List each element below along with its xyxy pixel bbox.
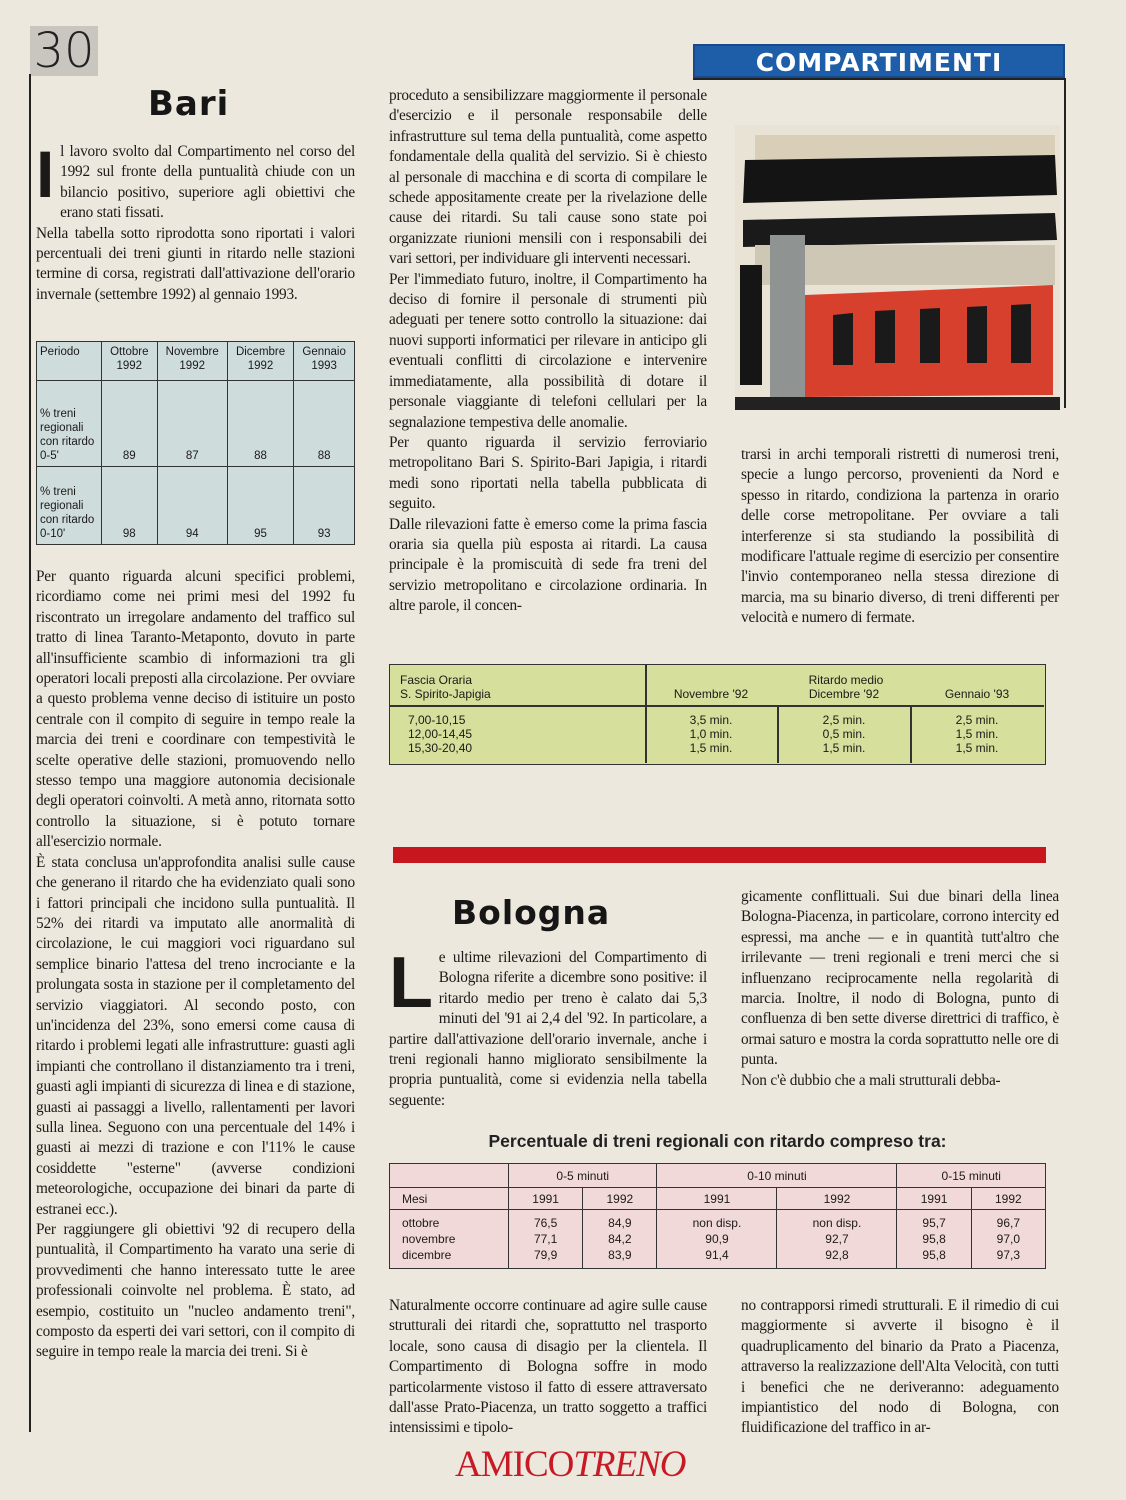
bologna-title: Bologna <box>452 893 611 932</box>
metro-value: 2,5 min. <box>955 713 999 727</box>
table-row <box>390 1247 1046 1269</box>
metro-value: 1,5 min. <box>689 741 733 755</box>
table-cell: 88 <box>294 381 355 467</box>
bari-col1-top <box>36 137 355 305</box>
table-cell: 92,8 <box>777 1247 897 1269</box>
bari-col3 <box>741 445 1059 629</box>
table-cell: 95,8 <box>897 1247 971 1269</box>
table-cell: 96,7 <box>971 1210 1045 1232</box>
bologna-col2-paragraph-1: gicamente conflittuali. Sui due binari della linea Bologna-Piacenza, in particolare, corrono intercity ed espressi, ma anche — e in quantità tutt'altro che irrilevante — treni regionali e treni merci che si influenzano reciprocamente nella regolarità di marcia. Inoltre, il nodo di Bologna, punto di confluenza di ben sette diverse direttrici di traffico, è ormai saturo e mostra la corda soprattutto nelle ore di punta. <box>741 888 1059 1069</box>
table-cell: 89 <box>102 381 158 467</box>
bologna-bottom-col1 <box>389 1296 707 1439</box>
bari-col2-paragraph-1: proceduto a sensibilizzare maggiormente il personale d'esercizio e il personale responsabile delle infrastrutture sul tema della puntualità, come aspetto fondamentale della qualità del servizio. Si è chiesto al personale di macchina e di scorta di compilare le schede appositamente create per la rivelazione delle cause dei ritardi. Su tali cause sono state poi organizzate riunioni mensili con i responsabili dei vari settori, per individuare gli interventi necessari. <box>389 87 707 268</box>
table-row <box>37 467 355 545</box>
table-cell: non disp. <box>777 1210 897 1232</box>
bari-intro-text: l lavoro svolto dal Compartimento nel corso del 1992 sul fronte della puntualità chiude con un bilancio positivo, superiore agli obiettivi che erano stati fissati. <box>60 143 355 222</box>
bari-title: Bari <box>148 84 230 124</box>
banner-underline <box>693 78 1065 80</box>
metro-value: 1,0 min. <box>689 727 733 741</box>
metro-month-header: Dicembre '92 <box>808 687 880 701</box>
table-cell: 95,7 <box>897 1210 971 1232</box>
section-divider-red <box>393 847 1046 863</box>
table-cell: 90,9 <box>657 1231 777 1247</box>
table-year-header: 1991 <box>509 1188 583 1210</box>
bologna-intro-text: e ultime rilevazioni del Compartimento di Bologna riferite a dicembre sono positive: il ritardo medio per treno è calato dai 5,3 minuti del '91 ai 2,4 del '92. In particolare, a partire dall'attivazione dell'orario invernale, anche i treni regionali hanno migliorato sensibilmente la propria puntualità, come si evidenzia nella tabella seguente: <box>389 949 707 1109</box>
metro-bands <box>408 713 528 755</box>
bologna-intro-paragraph <box>389 943 707 1111</box>
metro-value: 2,5 min. <box>822 713 866 727</box>
bologna-col2 <box>741 887 1059 1091</box>
bari-col3-paragraph-1: trarsi in archi temporali ristretti di numerosi treni, specie a lungo percorso, provenienti da Nord e spesso in ritardo, condiziona la partenza in orario delle corse metropolitane. Per ovviare a tali interferenze si sta studiando la possibilità di modificare l'attuale regime di esercizio per consentire l'invio contemporaneo nella stessa direzione di marcia, ma su binario diverso, di treni differenti per velocità e numero di fermate. <box>741 446 1059 627</box>
table-cell: 97,3 <box>971 1247 1045 1269</box>
illustration-roof <box>743 155 1057 203</box>
table-group-header: 0-10 minuti <box>657 1164 897 1188</box>
metro-value: 3,5 min. <box>689 713 733 727</box>
illustration-window-5 <box>1011 304 1031 363</box>
bologna-col1 <box>389 943 707 1111</box>
metro-group-header: Ritardo medio <box>808 673 884 687</box>
metro-col1-header-1: Fascia Oraria <box>400 673 473 687</box>
metro-month-header: Gennaio '93 <box>944 687 1010 701</box>
logo-part-2: TRENO <box>573 1444 686 1485</box>
table-year-header: 1991 <box>657 1188 777 1210</box>
illustration-window-4 <box>967 306 987 363</box>
table-row <box>390 1231 1046 1247</box>
table-cell: 88 <box>227 381 293 467</box>
table-group-header: 0-5 minuti <box>509 1164 657 1188</box>
metro-value: 1,5 min. <box>955 727 999 741</box>
metro-value: 1,5 min. <box>955 741 999 755</box>
logo-part-1: AMICO <box>455 1444 574 1485</box>
table-year-header: 1992 <box>971 1188 1045 1210</box>
page-number: 30 <box>30 26 98 76</box>
metro-value: 0,5 min. <box>822 727 866 741</box>
table-row <box>37 381 355 467</box>
right-margin-rule <box>1064 78 1066 408</box>
bari-paragraph-4: È stata conclusa un'approfondita analisi sulle cause che generano il ritardo che ha evidenziato quali sono i fattori principali che incidono sulla puntualità. Il 52% dei ritardi va imputato alle anormalità di circolazione, le cui maggiori voci riguardano sul semplice binario l'attesa del treno incrociante e la prolungata sosta in stazione per il completamento del servizio viaggiatori. Al secondo posto, con un'incidenza del 23%, sono emersi come causa di ritardo i problemi legati alle infrastrutture: guasti agli impianti che controllano il distanziamento tra i treni, guasti agli impianti di sicurezza di linea e di stazione, guasti ai passaggi a livello, rallentamenti per lavori sulla linea. Seguono con una percentuale del 14% i guasti ai mezzi di trazione e con l'11% le cause cosiddette "esterne" (avverse condizioni meteorologiche, occupazione dei binari da parte di estranei ecc.). <box>36 853 355 1218</box>
train-station-illustration <box>735 125 1060 410</box>
illustration-pillar-black <box>740 265 762 385</box>
metro-value: 1,5 min. <box>822 741 866 755</box>
bari-paragraph-3: Per quanto riguarda alcuni specifici problemi, ricordiamo come nei primi mesi del 1992 fu riscontrato un irregolare andamento del traffico sul tratto di linea Taranto-Metaponto, dovuto in parte all'insufficiente scambio di informazioni tra gli operatori locali preposti alla circolazione. Per ovviare a questo problema venne deciso di istituire un posto centrale con il compito di seguire in tempo reale la marcia dei treni e coordinare con tempestività le scelte operative delle stazioni, promuovendo nello stesso tempo una maggiore autonomia decisionale degli operatori coinvolti. A metà anno, ritornata sotto controllo la situazione, si è potuto tornare all'esercizio normale. <box>36 568 355 851</box>
table-header-cell: Dicembre 1992 <box>227 342 293 381</box>
table-month: dicembre <box>402 1248 452 1262</box>
table-month: novembre <box>402 1232 456 1246</box>
table-cell: 76,5 <box>509 1210 583 1232</box>
table-row <box>390 1210 1046 1232</box>
bologna-bottom-paragraph-1: Naturalmente occorre continuare ad agire sulle cause strutturali dei ritardi che, soprattutto nel trasporto locale, sono causa di disagio per la clientela. Il Compartimento di Bologna soffre in modo particolarmente vistoso il fatto di essere attraversato dall'asse Prato-Piacenza, un tratto soggetto a traffici intensissimi e tipolo- <box>389 1297 707 1437</box>
table-row-header: Mesi <box>390 1188 509 1210</box>
table-row-label: % treni regionali con ritardo 0-5' <box>37 381 102 467</box>
section-banner: COMPARTIMENTI <box>693 44 1065 78</box>
table-cell: 87 <box>157 381 227 467</box>
table-header-row <box>37 342 355 381</box>
table-group-row <box>390 1164 1046 1188</box>
bologna-ritardo-table <box>389 1163 1046 1269</box>
bologna-bottom-col2 <box>741 1296 1059 1439</box>
metro-band: 15,30-20,40 <box>408 741 473 755</box>
table-month: ottobre <box>402 1216 440 1230</box>
bologna-dropcap: L <box>389 943 433 1023</box>
bari-paragraph-2: Nella tabella sotto riprodotta sono riportati i valori percentuali dei treni giunti in ritardo nelle stazioni termine di corsa, registrati dall'attivazione dell'orario invernale (settembre 1992) al gennaio 1993. <box>36 224 355 303</box>
table-cell: 92,7 <box>777 1231 897 1247</box>
table-group-header: 0-15 minuti <box>897 1164 1046 1188</box>
table-cell: 98 <box>102 467 158 545</box>
table-cell: 83,9 <box>583 1247 657 1269</box>
table-cell: non disp. <box>657 1210 777 1232</box>
table-cell: 91,4 <box>657 1247 777 1269</box>
table-corner-cell <box>390 1164 509 1188</box>
metro-values-dec <box>778 713 910 755</box>
table-year-header: 1992 <box>583 1188 657 1210</box>
table-cell: 77,1 <box>509 1231 583 1247</box>
bari-col2-paragraph-2: Per l'immediato futuro, inoltre, il Compartimento ha deciso di fornire il personale di strumenti più adeguati per tenere sotto controllo la situazione: dai nuovi supporti informatici per rilevare in anticipo gli eventuali conflitti di circolazione e intervenire immediatamente, alla possibilità di dotare il personale viaggiante di telefoni cellulari per la segnalazione tempestiva delle anomalie. <box>389 270 707 431</box>
bari-paragraph-5: Per raggiungere gli obiettivi '92 di recupero della puntualità, il Compartimento ha varato una serie di provvedimenti che hanno interessato tutte le aree professionali coinvolte nel problema. È stato, ad esempio, costituito un "nucleo andamento treni", composto da esperti dei vari settori, con il compito di seguire in tempo reale la marcia dei treni. Si è <box>36 1221 355 1361</box>
metro-header-divider <box>390 705 1044 707</box>
table-cell: 97,0 <box>971 1231 1045 1247</box>
table-header-row <box>390 1188 1046 1210</box>
table-row-label: % treni regionali con ritardo 0-10' <box>37 467 102 545</box>
table-cell: 79,9 <box>509 1247 583 1269</box>
metro-band: 7,00-10,15 <box>408 713 466 727</box>
table-year-header: 1992 <box>777 1188 897 1210</box>
bari-col1-bottom <box>36 567 355 1363</box>
metro-band: 12,00-14,45 <box>408 727 473 741</box>
bologna-table-title: Percentuale di treni regionali con ritardo compreso tra: <box>488 1131 947 1151</box>
table-header-cell: Gennaio 1993 <box>294 342 355 381</box>
table-cell: 93 <box>294 467 355 545</box>
illustration-ground <box>735 397 1060 410</box>
bologna-bottom-paragraph-2: no contrapporsi rimedi strutturali. E il rimedio di cui maggiormente si avverte il bisogno è il quadruplicamento del binario da Prato a Piacenza, attraverso la realizzazione dell'Alta Velocità, con tutti i benefici che ne deriveranno: adeguamento impiantistico del nodo di Bologna, con fluidificazione del traffico in ar- <box>741 1297 1059 1437</box>
bari-col2-paragraph-4: Dalle rilevazioni fatte è emerso come la prima fascia oraria sia quella più esposta ai ritardi. La causa principale è la promiscuità di sede fra treni del servizio metropolitano e circolazione ordinaria. In altre parole, il concen- <box>389 515 707 615</box>
table-cell: 95 <box>227 467 293 545</box>
bari-puntualita-table <box>36 341 355 545</box>
metro-values-nov <box>646 713 776 755</box>
illustration-window-1 <box>833 313 853 365</box>
bari-col2 <box>389 86 707 617</box>
metro-month-header: Novembre '92 <box>673 687 749 701</box>
bari-dropcap: I <box>36 137 55 211</box>
table-cell: 94 <box>157 467 227 545</box>
table-header-cell: Periodo <box>37 342 102 381</box>
illustration-window-3 <box>920 308 940 363</box>
table-header-cell: Ottobre 1992 <box>102 342 158 381</box>
table-cell: 95,8 <box>897 1231 971 1247</box>
illustration-pillar-grey <box>770 235 805 410</box>
table-cell: 84,9 <box>583 1210 657 1232</box>
bari-intro-paragraph <box>36 137 355 224</box>
amicotreno-logo <box>455 1443 686 1486</box>
bologna-col2-paragraph-2: Non c'è dubbio che a mali strutturali debba- <box>741 1071 1001 1089</box>
table-header-cell: Novembre 1992 <box>157 342 227 381</box>
table-year-header: 1991 <box>897 1188 971 1210</box>
table-cell: 84,2 <box>583 1231 657 1247</box>
metro-col1-header-2: S. Spirito-Japigia <box>400 687 491 701</box>
illustration-window-2 <box>875 310 895 363</box>
metro-table <box>389 664 1046 765</box>
left-margin-rule <box>29 74 31 1432</box>
bari-col2-paragraph-3: Per quanto riguarda il servizio ferroviario metropolitano Bari S. Spirito-Bari Japigia, i ritardi medi sono riportati nella tabella pubblicata di seguito. <box>389 433 707 513</box>
metro-values-jan <box>911 713 1043 755</box>
